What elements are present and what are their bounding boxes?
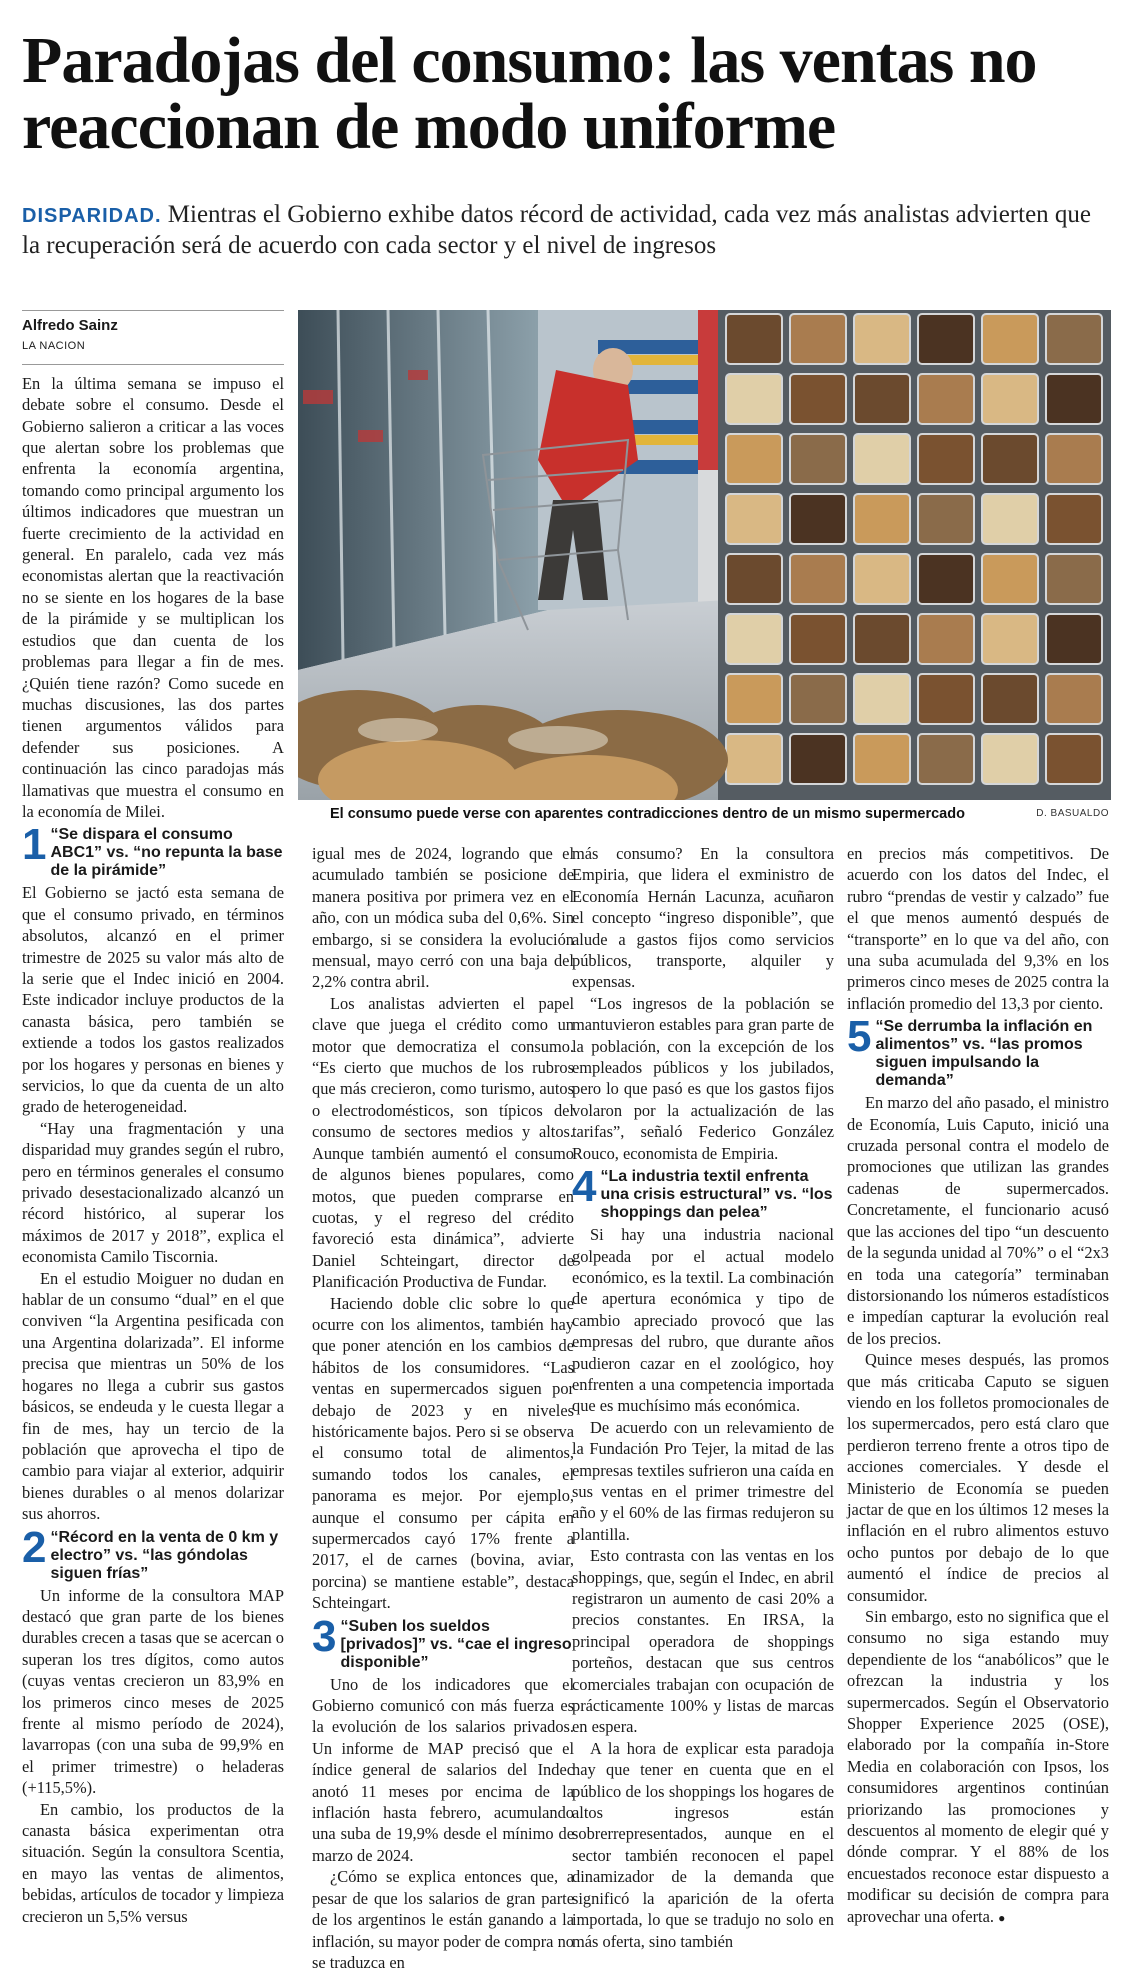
nut-bin — [1046, 734, 1102, 784]
paragraph: “Los ingresos de la población se mantuvieron estables para gran parte de la población, con la excepción de los empleados públicos y los jubilados, pero lo que pasó es que los gastos fijos volaron por la actualización de las tarifas”, señaló Federico González Rouco, economista de Empiria. — [572, 993, 834, 1163]
nut-bin — [918, 374, 974, 424]
paragraph: De acuerdo con un relevamiento de la Fundación Pro Tejer, la mitad de las empresas textiles sufrieron una caída en sus ventas en el primer trimestre del año y el 60% de las firmas redujeron su plantilla. — [572, 1417, 834, 1544]
nut-bin — [726, 674, 782, 724]
subhead-text: “Récord en la venta de 0 km y electro” vs. “las góndolas siguen frías” — [50, 1528, 279, 1582]
paragraph: En cambio, los productos de la canasta básica experimentan otra situación. Según la consultora Scentia, en mayo las ventas de alimentos, bebidas, artículos de tocador y limpieza crecieron un 5,5% versus — [22, 1799, 284, 1926]
subhead-text: “La industria textil enfrenta una crisis estructural” vs. “los shoppings dan pelea” — [600, 1168, 833, 1222]
nut-bin — [726, 374, 782, 424]
nut-bin — [854, 554, 910, 604]
paragraph: En el estudio Moiguer no dudan en hablar de un consumo “dual” en el que conviven “la Argentina pesificada con una Argentina dolarizada”. El informe precisa que mientras un 50% de los hogares no llega a cubrir sus gastos básicos, se endeuda y le cuesta llegar a fin de mes, hay un tercio de la población que aprovecha el tipo de cambio para viajar al exterior, adquirir bienes durables o al menos dolarizar sus ahorros. — [22, 1268, 284, 1524]
subhead-text: “Se dispara el consumo ABC1” vs. “no repunta la base de la pirámide” — [50, 826, 283, 880]
end-mark: ● — [998, 1910, 1006, 1925]
nut-bin — [918, 614, 974, 664]
nut-bin — [790, 554, 846, 604]
paragraph: En la última semana se impuso el debate sobre el consumo. Desde el Gobierno salieron a criticar a las voces que alertan sobre los problemas que enfrenta la economía argentina, tomando como principal argumento los últimos indicadores que muestran un fuerte crecimiento de la actividad en general. En paralelo, cada vez más economistas alertan que la reactivación no se siente en los hogares de la base de la pirámide y se multiplican los estudios que dan cuenta de los problemas para llegar a fin de mes. ¿Quién tiene razón? Como sucede en muchas discusiones, las dos partes tienen argumentos válidos para defender sus posiciones. A continuación las cinco paradojas más llamativas que muestra el consumo en la economía de Milei. — [22, 373, 284, 821]
paragraph: igual mes de 2024, logrando que el acumulado también se posicione de manera positiva por primera vez en el año, con un módica suba del 0,6%. Sin embargo, si se considera la evolución mensual, mayo cerró con una baja del 2,2% contra abril. — [312, 844, 574, 992]
paragraph: Si hay una industria nacional golpeada por el actual modelo económico, es la textil. La combinación de apertura económica y tipo de cambio apreciado provocó que las empresas del rubro, que durante años pudieron cazar en el zoológico, hoy enfrenten a una competencia importada que es muchísimo más económica. — [572, 1225, 834, 1416]
nut-bin — [790, 494, 846, 544]
deck-text: Mientras el Gobierno exhibe datos récord de actividad, cada vez más analistas advierten que la recuperación será de acuerdo con cada sector y el nivel de ingresos — [22, 201, 1092, 259]
paragraph: Quince meses después, las promos que más criticaba Caputo se siguen viendo en los folletos promocionales de los supermercados, pero está claro que perdieron terreno frente a otros tipo de acciones comerciales. Y desde el Ministerio de Economía se pueden jactar de que en los últimos 12 meses la inflación en el rubro alimentos estuvo ocho puntos por debajo de lo que aumentó el índice de precios al consumidor. — [847, 1350, 1109, 1605]
headline: Paradojas del consumo: las ventas no reaccionan de modo uniforme — [22, 24, 1037, 163]
paragraph: ¿Cómo se explica entonces que, a pesar de que los salarios de gran parte de los argentinos le están ganando a la inflación, su mayor poder de compra no se traduzca en — [312, 1867, 574, 1972]
photo-caption: El consumo puede verse con aparentes contradicciones dentro de un mismo supermercado — [330, 806, 965, 822]
nut-bin — [854, 614, 910, 664]
subhead-number: 2 — [22, 1522, 47, 1572]
nut-bin — [790, 434, 846, 484]
nut-bin — [854, 434, 910, 484]
paragraph: A la hora de explicar esta paradoja hay que tener en cuenta que en el público de los shoppings los hogares de altos ingresos están sobrerrepresentados, aunque en el sector también reconocen el papel dinamizador de la demanda que significó la aparición de la oferta importada, lo que se tradujo no solo en más oferta, sino también — [572, 1738, 834, 1951]
nut-bin — [982, 374, 1038, 424]
nut-bin — [1046, 434, 1102, 484]
column-3 — [572, 843, 834, 1952]
paragraph: Sin embargo, esto no significa que el consumo no siga estando muy dependiente de los “anabólicos” que le ofrezcan la industria y los supermercados. Según el Observatorio Shopper Experience 2025 (OSE), elaborado por la compañía in-Store Media en colaboración con Ipsos, los consumidores argentinos continúan priorizando las promociones y descuentos al momento de elegir qué y dónde comprar. Y el 88% de los encuestados reconoce estar dispuesto a modificar su decisión de compra para aprovechar una oferta. ● — [847, 1607, 1109, 1926]
nut-bin — [726, 494, 782, 544]
nut-bin — [918, 494, 974, 544]
nut-bin — [918, 554, 974, 604]
nut-bin — [982, 674, 1038, 724]
nut-bin — [918, 314, 974, 364]
nut-bin — [918, 674, 974, 724]
column-2 — [312, 843, 574, 1973]
byline-org: LA NACION — [22, 340, 86, 353]
paragraph: “Hay una fragmentación y una disparidad muy grandes según el rubro, pero en términos generales el consumo privado desestacionalizado alcanzó un récord histórico, al superar los máximos de 2017 y 2018”, explica el economista Camilo Tiscornia. — [22, 1118, 284, 1267]
nut-bin — [982, 614, 1038, 664]
nut-bin — [726, 554, 782, 604]
subhead-2 — [22, 1522, 284, 1583]
nut-bin — [726, 314, 782, 364]
nut-bin — [790, 734, 846, 784]
subhead-4 — [572, 1162, 834, 1222]
column-4 — [847, 843, 1109, 1929]
nut-bin — [726, 734, 782, 784]
nut-bin — [982, 554, 1038, 604]
nut-bin — [854, 494, 910, 544]
supermarket-photo-illustration — [298, 310, 1111, 800]
nut-bin — [790, 614, 846, 664]
subhead-1 — [22, 820, 284, 880]
nut-bin — [1046, 314, 1102, 364]
paragraph: Haciendo doble clic sobre lo que ocurre con los alimentos, también hay que poner atención en los cambios de hábitos de los consumidores. “Las ventas en supermercados siguen por debajo de 2023 y en niveles históricamente bajos. Pero si se observa el consumo total de alimentos, sumando todos los canales, el panorama es mejor. Por ejemplo, aunque el consumo per cápita en supermercados cayó 17% frente a 2017, el de carnes (bovina, aviar, porcina) se mantiene estable”, destaca Schteingart. — [312, 1293, 574, 1613]
nut-bin — [1046, 614, 1102, 664]
nut-bin — [982, 494, 1038, 544]
subhead-text: “Se derrumba la inflación en alimentos” vs. “las promos siguen impulsando la demanda” — [875, 1018, 1093, 1090]
nut-bin — [982, 434, 1038, 484]
subhead-3 — [312, 1611, 574, 1672]
deck — [22, 200, 1112, 260]
nut-bin — [854, 674, 910, 724]
nut-bin — [854, 734, 910, 784]
nut-bin — [982, 314, 1038, 364]
nut-bin — [790, 314, 846, 364]
nut-bin — [1046, 374, 1102, 424]
nut-bin — [918, 734, 974, 784]
nut-bin — [854, 374, 910, 424]
paragraph: Los analistas advierten el papel clave que juega el crédito como un motor que democratiza el consumo. “Es cierto que muchos de los rubros que más crecieron, como turismo, autos o electrodomésticos, son típicos del consumo de sectores medios y altos. Aunque también aumentó el consumo de algunos bienes populares, como motos, que pueden comprarse en cuotas, y el regreso del crédito favoreció esta dinámica”, advierte Daniel Schteingart, director de Planificación Productiva de Fundar. — [312, 993, 574, 1292]
subhead-number: 1 — [22, 820, 47, 870]
nut-bin — [1046, 674, 1102, 724]
nut-bin — [918, 434, 974, 484]
column-1 — [22, 310, 284, 1927]
nut-bin — [790, 374, 846, 424]
deck-kicker: DISPARIDAD. — [22, 205, 162, 227]
paragraph: Esto contrasta con las ventas en los shoppings, que, según el Indec, en abril registraron un aumento de casi 20% a precios constantes. En IRSA, la principal operadora de shoppings porteños, destacan que sus centros comerciales trabajan con ocupación de prácticamente 100% y listas de marcas en espera. — [572, 1546, 834, 1737]
paragraph: En marzo del año pasado, el ministro de Economía, Luis Caputo, inició una cruzada personal contra el modelo de promociones que utilizan las grandes cadenas de supermercados. Concretamente, el funcionario acusó que las acciones del tipo “un descuento de la segunda unidad al 70%” o el “2x3 en toda una categoría” terminaban distorsionando los números estadísticos e impedían capturar la evolución real de los precios. — [847, 1093, 1109, 1348]
paragraph: Uno de los indicadores que el Gobierno comunicó con más fuerza es la evolución de los salarios privados. Un informe de MAP precisó que el índice general de salarios del Indec anotó 11 meses por encima de la inflación hasta febrero, acumulando una suba de 19,9% desde el mínimo de marzo de 2024. — [312, 1674, 574, 1865]
photo-credit: D. BASUALDO — [1036, 808, 1109, 819]
nut-bin — [982, 734, 1038, 784]
nut-bin — [1046, 554, 1102, 604]
paragraph: Un informe de la consultora MAP destacó que gran parte de los bienes durables crecen a tasas que se acercan o superan los tres dígitos, como autos (cuyas ventas crecieron un 83,9% en los primeros cinco meses de 2025 frente al mismo período de 2024), lavarropas (con una suba de 99,9% en el primer trimestre) o heladeras (+115,5%). — [22, 1585, 284, 1798]
subhead-text: “Suben los sueldos [privados]” vs. “cae el ingreso disponible” — [340, 1617, 572, 1671]
nut-bin — [790, 674, 846, 724]
paragraph: en precios más competitivos. De acuerdo con los datos del Indec, el rubro “prendas de vestir y calzado” fue el que menos aumentó después de “transporte” en lo que va del año, con una suba acumulada del 9,3% en los primeros cinco meses de 2025 contra la inflación promedio del 13,3 por ciento. — [847, 844, 1109, 1013]
subhead-number: 5 — [847, 1012, 872, 1062]
paragraph: El Gobierno se jactó esta semana de que el consumo privado, en términos absolutos, alcanzó en el primer trimestre de 2025 su valor más alto de la serie que el Indec inició en 2004. Este indicador incluye productos de la canasta básica, pero también se extiende a todos los gastos realizados por los hogares y personas en bienes y servicios, lo que da cuenta de un alto grado de heterogeneidad. — [22, 883, 284, 1117]
nut-bin — [726, 614, 782, 664]
nut-bin — [1046, 494, 1102, 544]
subhead-number: 4 — [572, 1162, 597, 1212]
byline-name: Alfredo Sainz — [22, 317, 118, 334]
nut-bin — [726, 434, 782, 484]
supermarket-photo — [298, 310, 1111, 800]
subhead-number: 3 — [312, 1611, 337, 1661]
paragraph: más consumo? En la consultora Empiria, que lidera el exministro de Economía Hernán Lacunza, acuñaron el concepto “ingreso disponible”, que alude a gastos fijos como servicios públicos, transporte, alquiler y expensas. — [572, 844, 834, 992]
nut-bin — [854, 314, 910, 364]
subhead-5 — [847, 1012, 1109, 1090]
